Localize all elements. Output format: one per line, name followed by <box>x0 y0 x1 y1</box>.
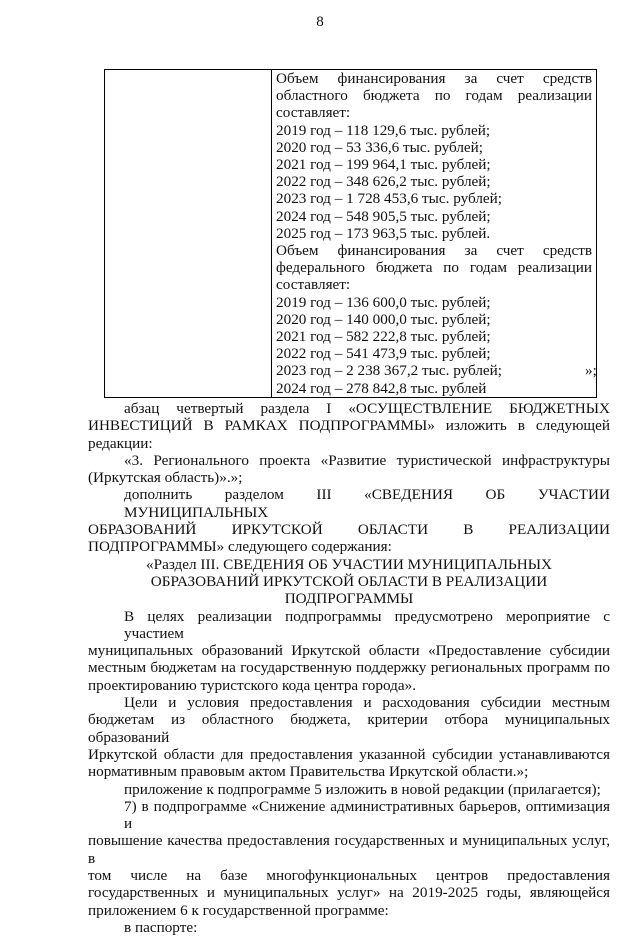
section-heading-line: «Раздел III. СВЕДЕНИЯ ОБ УЧАСТИИ МУНИЦИПАЛЬНЫХ <box>146 555 552 573</box>
paragraph-line: ИНВЕСТИЦИЙ В РАМКАХ ПОДПРОГРАММЫ» изложить в следующей <box>88 417 610 435</box>
regional-year-line: 2025 год – 173 963,5 тыс. рублей. <box>276 224 491 242</box>
section-heading-line: ОБРАЗОВАНИЙ ИРКУТСКОЙ ОБЛАСТИ В РЕАЛИЗАЦИИ <box>150 572 548 590</box>
federal-year-line: 2021 год – 582 222,8 тыс. рублей; <box>276 328 491 346</box>
table-content-cell <box>272 70 597 398</box>
regional-year-line: 2022 год – 348 626,2 тыс. рублей; <box>276 173 491 191</box>
financing-table <box>104 69 597 398</box>
body-text <box>88 400 610 936</box>
federal-intro-line: федерального бюджета по годам реализации <box>276 259 592 277</box>
section-heading-line: ПОДПРОГРАММЫ <box>284 590 414 608</box>
paragraph-line: том числе на базе многофункциональных центров предоставления <box>88 867 610 885</box>
federal-year-line: 2019 год – 136 600,0 тыс. рублей; <box>276 293 491 311</box>
paragraph-line: муниципальных образований Иркутской области «Предоставление субсидии <box>88 642 610 660</box>
paragraph-line: нормативным правовым актом Правительства Иркутской области.»; <box>88 763 529 781</box>
paragraph-line: местным бюджетам на государственную поддержку региональных программ по <box>88 659 610 677</box>
federal-intro-line: Объем финансирования за счет средств <box>276 242 592 260</box>
paragraph-line: Иркутской области для предоставления указанной субсидии устанавливаются <box>88 745 610 763</box>
federal-year-line: 2023 год – 2 238 367,2 тыс. рублей; <box>276 362 503 380</box>
page-number: 8 <box>316 14 324 30</box>
regional-intro-line: областного бюджета по годам реализации <box>276 87 592 105</box>
federal-year-line: 2024 год – 278 842,8 тыс. рублей <box>276 379 487 397</box>
paragraph-line: ПОДПРОГРАММЫ» следующего содержания: <box>88 538 392 556</box>
paragraph-line: повышение качества предоставления государственных и муниципальных услуг, в <box>88 832 610 867</box>
paragraph-line: государственных и муниципальных услуг» на 2019-2025 годы, являющейся <box>88 884 610 902</box>
table-closing-quote: »; <box>585 362 597 379</box>
paragraph-line: (Иркутская область)».»; <box>88 469 243 487</box>
federal-intro-line: составляет: <box>276 276 351 294</box>
federal-year-line: 2022 год – 541 473,9 тыс. рублей; <box>276 345 491 363</box>
federal-year-line: 2020 год – 140 000,0 тыс. рублей; <box>276 310 491 328</box>
paragraph-line: бюджетам из областного бюджета, критерии отбора муниципальных образований <box>88 711 610 746</box>
paragraph-line: в паспорте: <box>124 918 198 936</box>
regional-year-line: 2021 год – 199 964,1 тыс. рублей; <box>276 156 491 174</box>
table-label-cell <box>105 70 272 398</box>
paragraph-line: проектированию туристского кода центра города». <box>88 676 417 694</box>
paragraph-line: абзац четвертый раздела I «ОСУЩЕСТВЛЕНИЕ БЮДЖЕТНЫХ <box>124 400 610 417</box>
financing-table-row <box>105 70 597 398</box>
paragraph-line: приложением 6 к государственной программе: <box>88 901 389 919</box>
regional-year-line: 2019 год – 118 129,6 тыс. рублей; <box>276 121 491 139</box>
regional-intro-line: составляет: <box>276 104 351 122</box>
paragraph-line: В целях реализации подпрограммы предусмотрено мероприятие с участием <box>124 607 610 642</box>
paragraph-line: редакции: <box>88 434 153 452</box>
regional-year-line: 2024 год – 548 905,5 тыс. рублей; <box>276 207 491 225</box>
paragraph-line: Цели и условия предоставления и расходования субсидии местным <box>124 694 610 712</box>
paragraph-line: дополнить разделом III «СВЕДЕНИЯ ОБ УЧАСТИИ МУНИЦИПАЛЬНЫХ <box>124 486 610 521</box>
paragraph-line: «3. Регионального проекта «Развитие туристической инфраструктуры <box>124 451 610 469</box>
paragraph-line: ОБРАЗОВАНИЙ ИРКУТСКОЙ ОБЛАСТИ В РЕАЛИЗАЦИИ <box>88 521 610 539</box>
paragraph-line: приложение к подпрограмме 5 изложить в новой редакции (прилагается); <box>124 780 601 798</box>
regional-year-line: 2023 год – 1 728 453,6 тыс. рублей; <box>276 190 503 208</box>
paragraph-line: 7) в подпрограмме «Снижение административных барьеров, оптимизация и <box>124 797 610 833</box>
regional-intro-line: Объем финансирования за счет средств <box>276 70 592 87</box>
regional-year-line: 2020 год – 53 336,6 тыс. рублей; <box>276 138 484 156</box>
